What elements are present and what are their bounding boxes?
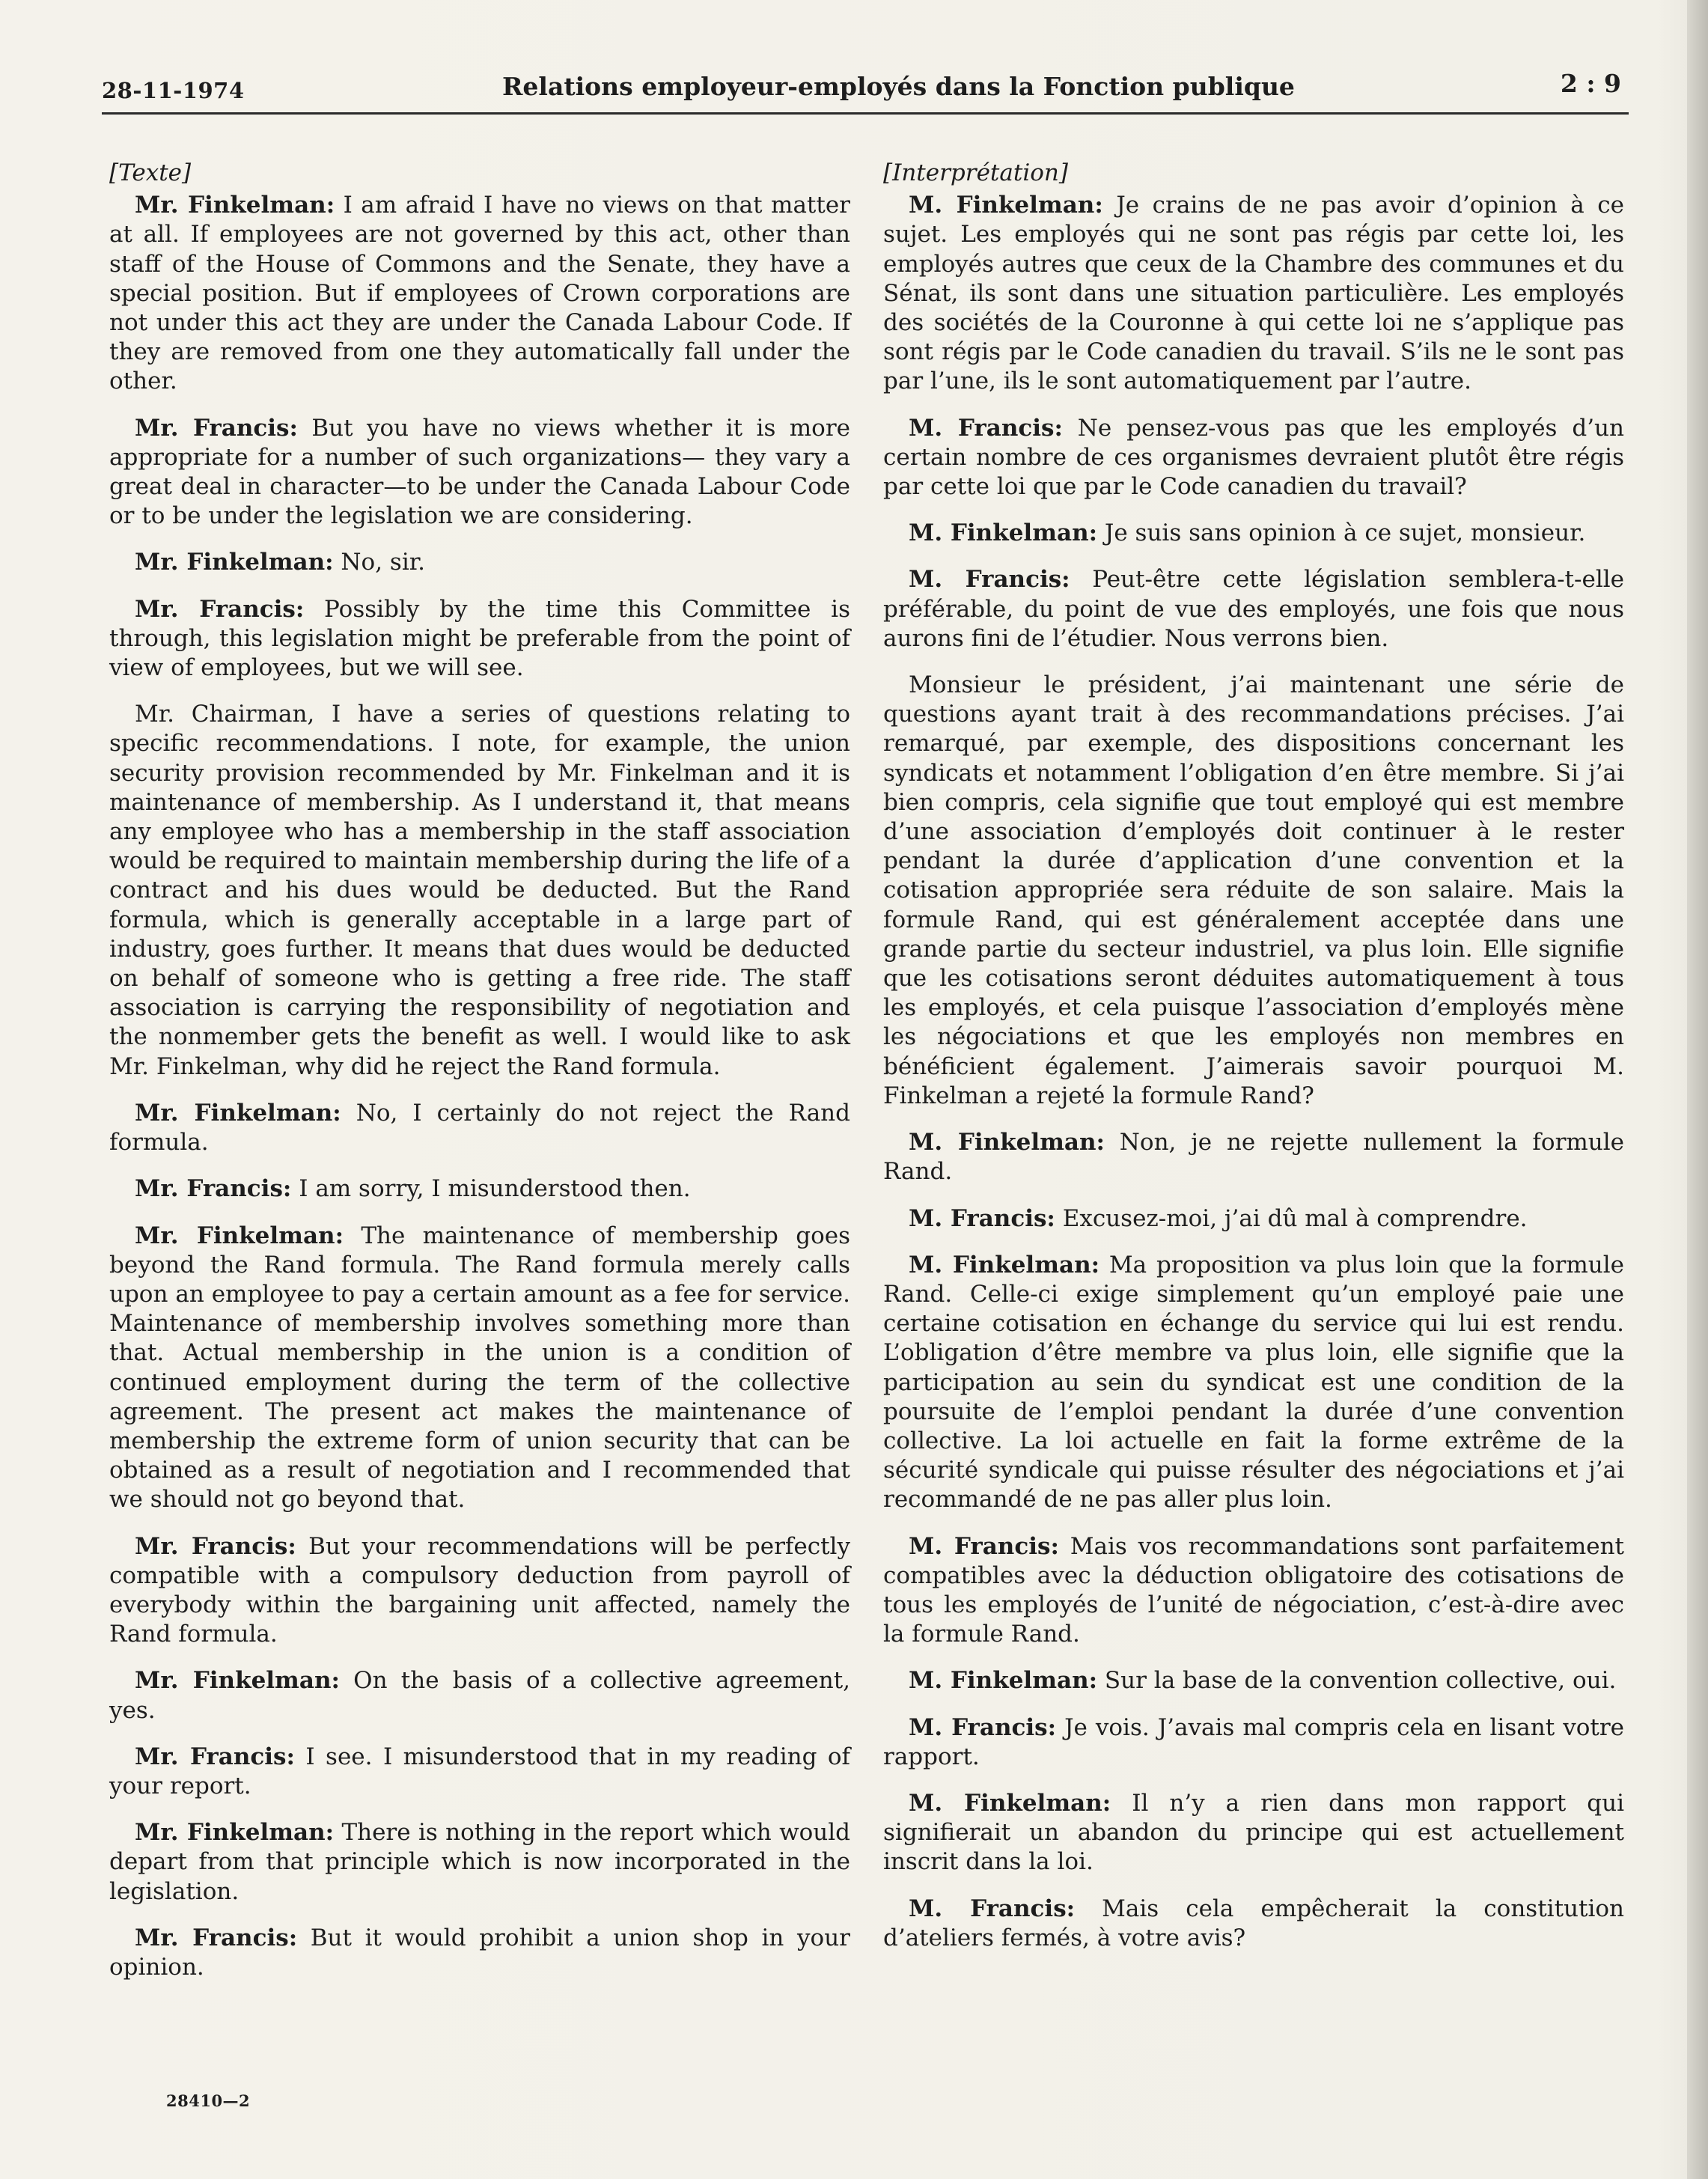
speaker-name: M. Francis: <box>909 566 1070 594</box>
speech-text: On the basis of a collective agreement, yes. <box>109 1667 850 1724</box>
footer-code: 28410—2 <box>166 2091 251 2110</box>
speech-text: But your recommendations will be perfectly compatible with a compulsory deduction from payroll of everybody within the bargaining unit affected, namely the Rand formula. <box>109 1532 850 1648</box>
speech-text: Mais vos recommandations sont parfaitement compatibles avec la déduction obligatoire des cotisations de tous les employés de l’unité de négociation, c’est-à-dire avec la formule Rand. <box>883 1532 1624 1648</box>
transcript-paragraph <box>109 595 850 683</box>
transcript-paragraph <box>883 565 1624 653</box>
speaker-name: M. Finkelman: <box>909 1251 1100 1279</box>
french-transcript <box>883 191 1624 1953</box>
speech-text: Je crains de ne pas avoir d’opinion à ce sujet. Les employés qui ne sont pas régis par cette loi, les employés autres que ceux de la Chambre des communes et du Sénat, ils sont dans une situation particulière. Les employés des sociétés de la Couronne à qui cette loi ne s’applique pas sont régis par le Code canadien du travail. S’ils ne le sont pas par l’une, ils le sont automatiquement par l’autre. <box>883 192 1624 395</box>
transcript-paragraph <box>109 191 850 396</box>
speaker-name: Mr. Francis: <box>135 595 305 623</box>
speech-text: I see. I misunderstood that in my reading of your report. <box>109 1743 850 1799</box>
speaker-name: M. Francis: <box>909 1532 1059 1560</box>
speech-text: Monsieur le président, j’ai maintenant une série de questions ayant trait à des recommandations précises. J’ai remarqué, par exemple, des dispositions concernant les syndicats et notamment l’obligation d’en être membre. Si j’ai bien compris, cela signifie que tout employé qui est membre d’une association d’employés doit continuer à le rester pendant la durée d’application d’une convention et la cotisation appropriée sera réduite de son salaire. Mais la formule Rand, qui est généralement acceptée dans une grande partie du secteur industriel, va plus loin. Elle signifie que les cotisations seront déduites automatiquement à tous les employés, et cela puisque l’association d’employés mène les négociations et que les employés non membres en bénéficient également. J’aimerais savoir pourquoi M. Finkelman a rejeté la formule Rand? <box>883 671 1624 1109</box>
transcript-paragraph <box>883 1666 1624 1695</box>
transcript-paragraph <box>883 191 1624 396</box>
transcript-paragraph <box>883 1713 1624 1772</box>
speech-text: Non, je ne rejette nullement la formule Rand. <box>883 1129 1625 1186</box>
transcript-paragraph <box>109 548 850 577</box>
header-page-number: 2 : 9 <box>1560 69 1621 98</box>
speaker-name: M. Francis: <box>909 414 1063 442</box>
page-edge <box>1687 0 1708 2179</box>
transcript-paragraph <box>883 671 1624 1111</box>
speech-text: No, sir. <box>333 549 426 576</box>
transcript-paragraph <box>109 1666 850 1725</box>
language-label: [Interprétation] <box>883 159 1068 186</box>
speech-text: Ma proposition va plus loin que la formule Rand. Celle-ci exige simplement qu’un employé paie une certaine cotisation en échange du service qui lui est rendu. L’obligation d’être membre va plus loin, elle signifie que la participation au sein du syndicat est une condition de la poursuite de l’emploi pendant la durée d’une convention collective. La loi actuelle en fait la forme extrême de la sécurité syndicale qui puisse résulter des négociations et j’ai recommandé de ne pas aller plus loin. <box>883 1251 1624 1514</box>
transcript-paragraph <box>109 1532 850 1650</box>
speaker-name: Mr. Francis: <box>135 1175 292 1203</box>
speaker-name: Mr. Finkelman: <box>135 549 334 576</box>
speech-text: Excusez-moi, j’ai dû mal à comprendre. <box>1055 1204 1528 1232</box>
page-header <box>102 67 1629 115</box>
transcript-paragraph <box>109 1174 850 1204</box>
transcript-paragraph <box>883 1532 1624 1650</box>
speech-text: I am sorry, I misunderstood then. <box>291 1175 691 1203</box>
speech-text: There is nothing in the report which would depart from that principle which is now incorporated in the legislation. <box>109 1819 850 1905</box>
speech-text: No, I certainly do not reject the Rand formula. <box>109 1099 850 1156</box>
speech-text: Sur la base de la convention collective, oui. <box>1097 1667 1617 1695</box>
speaker-name: M. Finkelman: <box>909 1789 1111 1817</box>
speaker-name: Mr. Francis: <box>135 1532 296 1560</box>
speech-text: I am afraid I have no views on that matter at all. If employees are not governed by this act, other than staff of the House of Commons and the Senate, they have a special position. But if employees of Crown corporations are not under this act they are under the Canada Labour Code. If they are removed from one they automatically fall under the other. <box>109 192 851 395</box>
speech-text: Je vois. J’avais mal compris cela en lisant votre rapport. <box>883 1713 1625 1770</box>
transcript-paragraph <box>109 1818 850 1907</box>
speaker-name: Mr. Francis: <box>135 414 298 442</box>
speaker-name: Mr. Finkelman: <box>135 1222 344 1249</box>
speaker-name: M. Finkelman: <box>909 1129 1105 1156</box>
transcript-paragraph <box>109 1924 850 1982</box>
speaker-name: Mr. Finkelman: <box>135 1667 340 1695</box>
english-column <box>109 159 850 1999</box>
speaker-name: Mr. Finkelman: <box>135 1819 335 1847</box>
speaker-name: M. Finkelman: <box>909 192 1103 219</box>
speech-text: Je suis sans opinion à ce sujet, monsieur. <box>1097 519 1586 547</box>
english-transcript <box>109 191 850 1982</box>
speaker-name: M. Francis: <box>909 1204 1055 1232</box>
transcript-paragraph <box>883 1251 1624 1515</box>
language-label: [Texte] <box>109 159 192 186</box>
speaker-name: Mr. Finkelman: <box>135 192 335 219</box>
transcript-paragraph <box>109 1099 850 1157</box>
speaker-name: Mr. Francis: <box>135 1743 295 1770</box>
speech-text: Mr. Chairman, I have a series of questions relating to specific recommendations. I note, for example, the union security provision recommended by Mr. Finkelman and it is maintenance of membership. As I understand it, that means any employee who has a membership in the staff association would be required to maintain membership during the life of a contract and his dues would be deducted. But the Rand formula, which is generally acceptable in a large part of industry, goes further. It means that dues would be deducted on behalf of someone who is getting a free ride. The staff association is carrying the responsibility of negotiation and the nonmember gets the benefit as well. I would like to ask Mr. Finkelman, why did he reject the Rand formula. <box>109 701 850 1080</box>
header-date: 28-11-1974 <box>102 78 245 103</box>
transcript-paragraph <box>109 1222 850 1515</box>
speaker-name: M. Francis: <box>909 1713 1057 1741</box>
transcript-paragraph <box>883 519 1624 548</box>
transcript-paragraph <box>883 1204 1624 1234</box>
speech-text: But it would prohibit a union shop in your opinion. <box>109 1924 850 1981</box>
transcript-paragraph <box>109 700 850 1082</box>
speaker-name: M. Finkelman: <box>909 1667 1098 1695</box>
french-column <box>883 159 1624 1970</box>
transcript-paragraph <box>109 1743 850 1801</box>
speech-text: Il n’y a rien dans mon rapport qui signifierait un abandon du principe qui est actuellement inscrit dans la loi. <box>883 1789 1625 1876</box>
transcript-paragraph <box>109 414 850 531</box>
speaker-name: Mr. Francis: <box>135 1924 298 1951</box>
speech-text: Peut-être cette législation semblera-t-elle préférable, du point de vue des employés, une fois que nous aurons fini de l’étudier. Nous verrons bien. <box>883 566 1624 652</box>
transcript-paragraph <box>883 414 1624 502</box>
speech-text: But you have no views whether it is more appropriate for a number of such organizations— they vary a great deal in character—to be under the Canada Labour Code or to be under the legislation we are considering. <box>109 414 850 530</box>
transcript-paragraph <box>883 1128 1624 1186</box>
speaker-name: Mr. Finkelman: <box>135 1099 341 1127</box>
header-title: Relations employeur-employés dans la Fonction publique <box>502 72 1295 101</box>
speaker-name: M. Francis: <box>909 1895 1076 1922</box>
speaker-name: M. Finkelman: <box>909 519 1098 547</box>
speech-text: Ne pensez-vous pas que les employés d’un certain nombre de ces organismes devraient plutôt être régis par cette loi que par le Code canadien du travail? <box>883 414 1624 501</box>
transcript-paragraph <box>883 1895 1624 1953</box>
speech-text: The maintenance of membership goes beyond the Rand formula. The Rand formula merely calls upon an employee to pay a certain amount as a fee for service. Maintenance of membership involves something more than that. Actual membership in the union is a condition of continued employment during the term of the collective agreement. The present act makes the maintenance of membership the extreme form of union security that can be obtained as a result of negotiation and I recommended that we should not go beyond that. <box>109 1222 850 1514</box>
speech-text: Possibly by the time this Committee is through, this legislation might be preferable from the point of view of employees, but we will see. <box>109 595 850 682</box>
speech-text: Mais cela empêcherait la constitution d’ateliers fermés, à votre avis? <box>883 1895 1624 1951</box>
transcript-paragraph <box>883 1789 1624 1877</box>
